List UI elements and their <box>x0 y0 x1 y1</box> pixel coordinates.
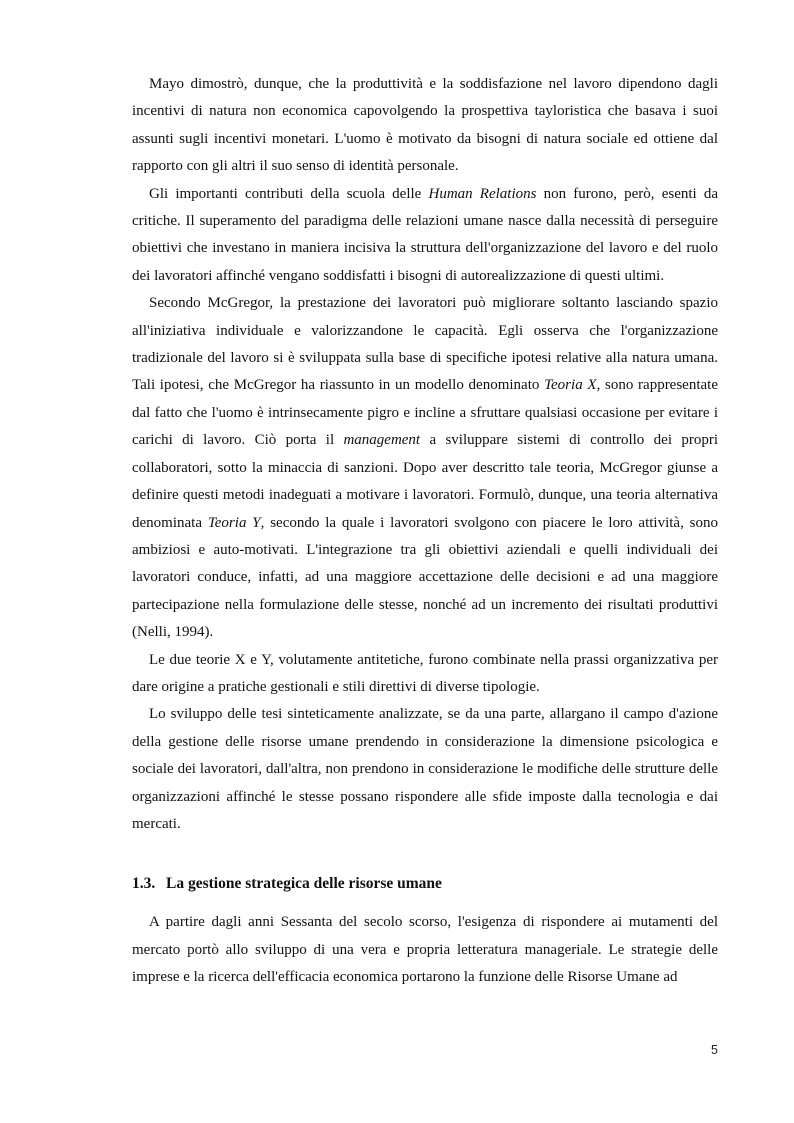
paragraph-text: , sono rappresentate dal fatto che l'uomo è intrinsecamente pigro e incline a sfruttare qualsiasi occasione per evitare i carichi di lavoro. Ciò porta il <box>132 377 718 449</box>
paragraph-teorie-xy <box>132 647 718 702</box>
italic-term: Human Relations <box>428 185 537 202</box>
paragraph-mcgregor <box>132 290 718 646</box>
page-number: 5 <box>711 1043 718 1057</box>
paragraph-mayo <box>132 71 718 181</box>
italic-term: management <box>343 432 421 449</box>
paragraph-text: Gli importanti contributi della scuola delle <box>149 185 429 202</box>
paragraph-text: , secondo la quale i lavoratori svolgono con piacere le loro attività, sono ambiziosi e auto-motivati. L'integrazione tra gli obiettivi aziendali e quelli individuali dei lavoratori conduce, infatti, ad una maggiore accettazione delle decisioni e ad una maggiore partecipazione nella formulazione delle stesse, nonché ad un incremento dei risultati produttivi (Nelli, 1994). <box>132 514 718 641</box>
paragraph-human-relations <box>132 181 718 291</box>
section-number: 1.3. <box>132 875 156 893</box>
italic-term: Teoria Y <box>207 514 261 531</box>
paragraph-anni-sessanta <box>132 909 718 991</box>
section-title: La gestione strategica delle risorse umane <box>166 875 442 893</box>
paragraph-text: Secondo McGregor, la prestazione dei lavoratori può migliorare soltanto lasciando spazio all'iniziativa individuale e valorizzandone le capacità. Egli osserva che l'organizzazione tradizionale del lavoro si è sviluppata sulla base di specifiche ipotesi relative alla natura umana. Tali ipotesi, che McGregor ha riassunto in un modello denominato <box>132 295 718 394</box>
paragraph-text: non furono, però, esenti da critiche. Il superamento del paradigma delle relazioni umane nasce dalla necessità di perseguire obiettivi che investano in maniera incisiva la struttura dell'organizzazione del lavoro e del ruolo dei lavoratori affinché vengano soddisfatti i bisogni di autorealizzazione di questi ultimi. <box>132 185 718 284</box>
paragraph-text: Mayo dimostrò, dunque, che la produttività e la soddisfazione nel lavoro dipendono dagli incentivi di natura non economica capovolgendo la prospettiva tayloristica che basava i suoi assunti sugli incentivi monetari. L'uomo è motivato da bisogni di natura sociale ed ottiene dal rapporto con gli altri il suo senso di identità personale. <box>132 76 718 175</box>
paragraph-text: A partire dagli anni Sessanta del secolo scorso, l'esigenza di rispondere ai mutamenti del mercato portò allo sviluppo di una vera e propria letteratura manageriale. Le strategie delle imprese e la ricerca dell'efficacia economica portarono la funzione delle Risorse Umane ad <box>132 914 718 986</box>
paragraph-text: Lo sviluppo delle tesi sinteticamente analizzate, se da una parte, allargano il campo d'azione della gestione delle risorse umane prendendo in considerazione la dimensione psicologica e sociale dei lavoratori, dall'altra, non prendono in considerazione le modifiche delle strutture delle organizzazioni affinché le stesse possano rispondere alle sfide imposte dalla tecnologia e dai mercati. <box>132 706 718 832</box>
paragraph-text: Le due teorie X e Y, volutamente antitetiche, furono combinate nella prassi organizzativa per dare origine a pratiche gestionali e stili direttivi di diverse tipologie. <box>132 651 718 695</box>
paragraph-sviluppo-tesi <box>132 701 718 838</box>
italic-term: Teoria X <box>544 377 597 394</box>
section-heading <box>132 870 718 897</box>
page-body <box>132 71 718 992</box>
paragraph-text: a sviluppare sistemi di controllo dei propri collaboratori, sotto la minaccia di sanzioni. Dopo aver descritto tale teoria, McGregor giunse a definire questi metodi inadeguati a motivare i lavoratori. Formulò, dunque, una teoria alternativa denominata <box>132 432 718 531</box>
